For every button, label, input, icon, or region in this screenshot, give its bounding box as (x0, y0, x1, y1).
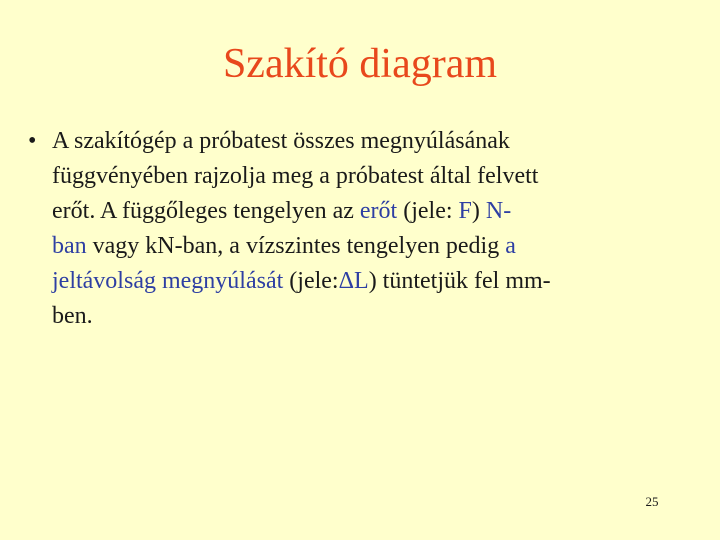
paragraph-line-1 (52, 124, 668, 159)
highlight-force: erőt (359, 198, 398, 224)
bullet-paragraph (28, 124, 668, 334)
highlight-article-a: a (505, 233, 516, 259)
text-run: ben. (52, 303, 93, 329)
text-run: A szakítógép a próbatest összes megnyúlásának (52, 128, 510, 154)
text-run: (jele: (397, 198, 459, 224)
paragraph-line-6 (52, 299, 668, 334)
text-run: ) tüntetjük fel mm- (368, 268, 551, 294)
paragraph-line-3 (52, 194, 668, 229)
highlight-elongation: jeltávolság megnyúlását (52, 268, 284, 294)
text-run: függvényében rajzolja meg a próbatest által felvett (52, 163, 539, 189)
highlight-symbol-f: F (458, 198, 472, 224)
bullet-icon: • (28, 128, 37, 154)
slide-title: Szakító diagram (222, 41, 498, 87)
page-number: 25 (645, 494, 659, 509)
text-run: vagy kN-ban, a vízszintes tengelyen pedig (86, 233, 506, 259)
text-run: erőt. A függőleges tengelyen az (52, 198, 360, 224)
highlight-symbol-delta-l: ΔL (338, 268, 369, 294)
paragraph-line-2 (52, 159, 668, 194)
paragraph-line-4 (52, 229, 668, 264)
highlight-unit-n: N- (485, 198, 512, 224)
highlight-unit-ban: ban (52, 233, 87, 259)
slide-body (28, 124, 668, 334)
paragraph-line-5 (52, 264, 668, 299)
text-run: ) (471, 198, 486, 224)
text-run: (jele: (283, 268, 339, 294)
